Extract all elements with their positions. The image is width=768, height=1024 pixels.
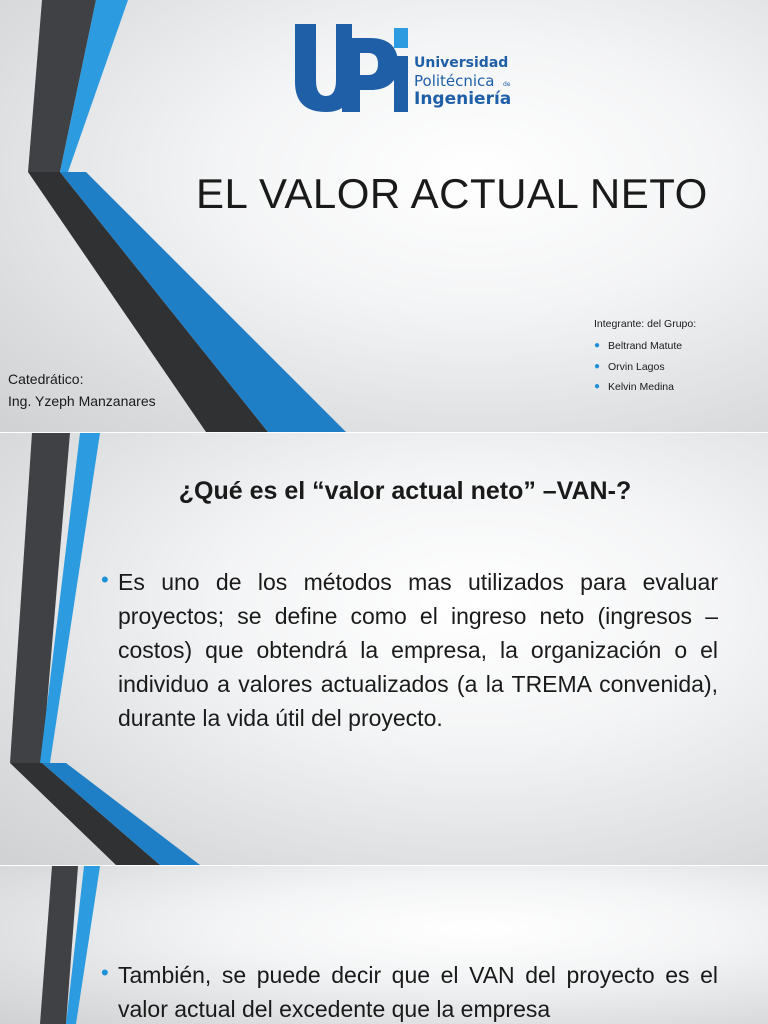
catedratico-label: Catedrático:: [8, 371, 84, 387]
slide-definition: [0, 433, 768, 865]
members-header: Integrante: del Grupo:: [594, 318, 697, 330]
definition-paragraph: Es uno de los métodos mas utilizados para evaluar proyectos; se define como el ingreso neto (ingresos – costos) que obtendrá la empresa, la organización o el individuo a valores actualizados (a la TREMA convenida), durante la vida útil del proyecto.: [118, 569, 718, 731]
members-list: [594, 336, 696, 398]
member-item: ● Orvin Lagos: [594, 357, 696, 378]
member-item: ● Kelvin Medina: [594, 377, 696, 398]
logo-line-politecnica: Politécnica: [414, 72, 495, 90]
slide-heading: ¿Qué es el “valor actual neto” –VAN-?: [178, 477, 632, 505]
bullet-icon: ●: [594, 340, 601, 351]
bullet-icon: •: [101, 960, 109, 985]
continuation-paragraph: También, se puede decir que el VAN del proyecto es el valor actual del excedente que la empresa: [118, 962, 718, 1022]
slide-title-text: EL VALOR ACTUAL NETO: [196, 170, 708, 217]
slide-continuation: [0, 866, 768, 1024]
catedratico-name: Ing. Yzeph Manzanares: [8, 393, 156, 409]
upi-logo: [290, 20, 520, 120]
bullet-icon: ●: [594, 360, 601, 372]
logo-line-universidad: Universidad: [414, 55, 509, 71]
bullet-icon: •: [101, 567, 109, 592]
logo-line-de: de: [503, 81, 511, 88]
logo-line-ingenieria: Ingeniería: [414, 89, 512, 109]
slide-title: [0, 0, 768, 432]
group-members: [594, 318, 696, 398]
member-item: ● Beltrand Matute: [594, 336, 696, 357]
catedratico-block: [8, 368, 156, 412]
bullet-icon: ●: [594, 381, 601, 392]
